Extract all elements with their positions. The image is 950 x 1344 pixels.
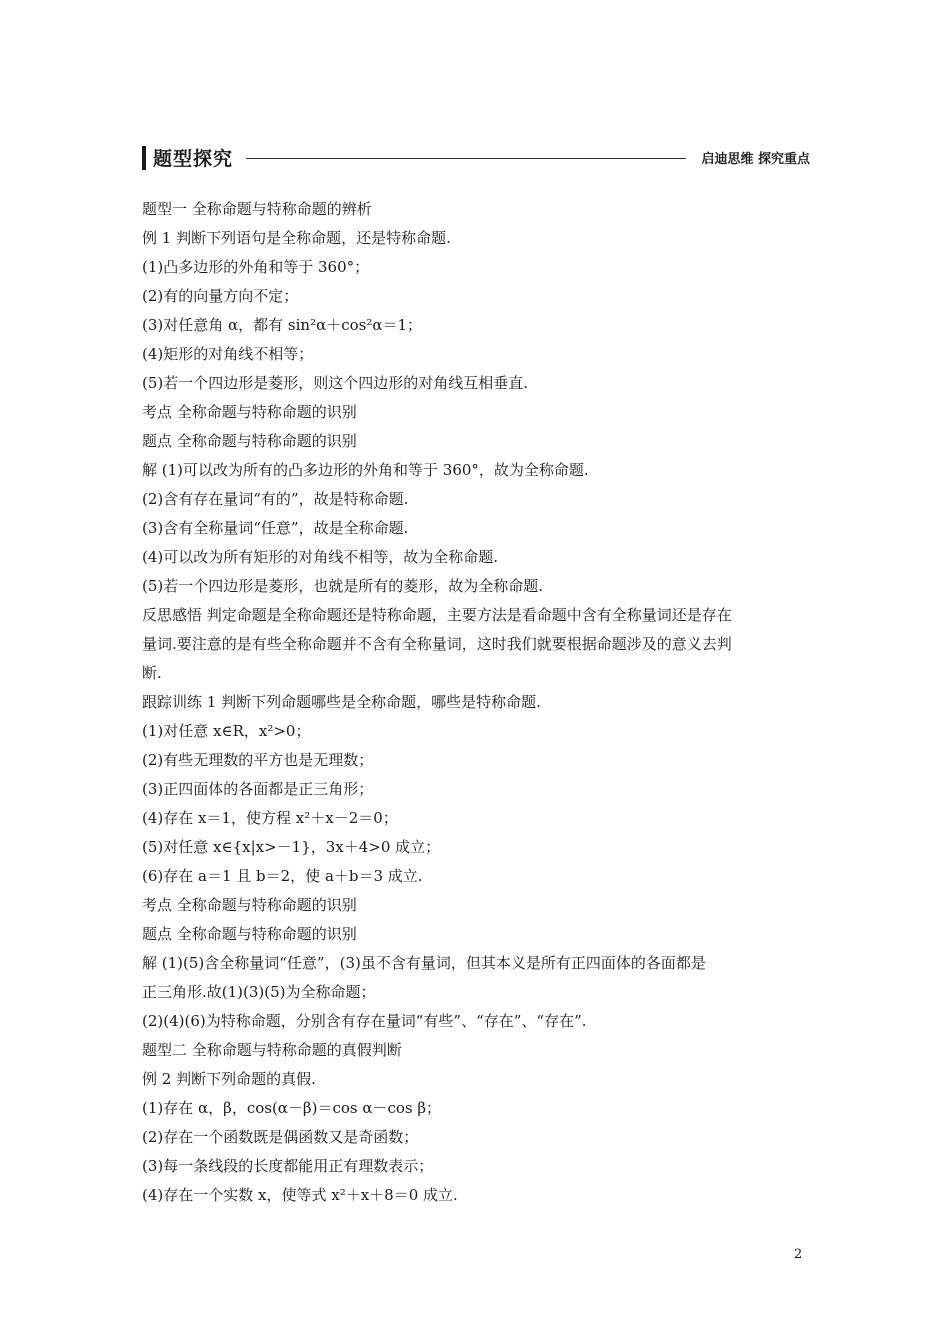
text-line: 考点 全称命题与特称命题的识别 [142, 403, 357, 421]
text-line: (3)正四面体的各面都是正三角形； [142, 780, 374, 798]
document-body [142, 195, 810, 1210]
text-line: (2)存在一个函数既是偶函数又是奇函数； [142, 1128, 419, 1146]
section-title: 题型探究 [153, 148, 234, 170]
text-line: (6)存在 a＝1 且 b＝2，使 a＋b＝3 成立. [142, 867, 423, 885]
text-line: (2)有的向量方向不定； [142, 287, 299, 305]
text-line: 正三角形.故(1)(3)(5)为全称命题； [142, 983, 376, 1001]
text-line: 题型二 全称命题与特称命题的真假判断 [142, 1041, 402, 1059]
text-line: 跟踪训练 1 判断下列命题哪些是全称命题，哪些是特称命题. [142, 693, 541, 711]
text-line: 量词.要注意的是有些全称命题并不含有全称量词，这时我们就要根据命题涉及的意义去判 [142, 635, 732, 653]
text-line: 题点 全称命题与特称命题的识别 [142, 925, 357, 943]
header-bar [142, 146, 146, 170]
text-line: 断. [142, 664, 162, 682]
text-line: (1)凸多边形的外角和等于 360°； [142, 258, 370, 276]
header-rule [246, 158, 686, 159]
text-line: 题点 全称命题与特称命题的识别 [142, 432, 357, 450]
text-line: (3)对任意角 α，都有 sin²α＋cos²α＝1； [142, 316, 423, 334]
page-number: 2 [794, 1247, 803, 1262]
text-line: (2)(4)(6)为特称命题，分别含有存在量词“有些”、“存在”、“存在”. [142, 1012, 587, 1030]
header-right-text: 启迪思维 探究重点 [701, 152, 810, 167]
text-line: (3)每一条线段的长度都能用正有理数表示； [142, 1157, 434, 1175]
text-line: (2)含有存在量词“有的”，故是特称命题. [142, 490, 409, 508]
text-line: 例 1 判断下列语句是全称命题，还是特称命题. [142, 229, 451, 247]
text-line: (3)含有全称量词“任意”，故是全称命题. [142, 519, 409, 537]
text-line: 题型一 全称命题与特称命题的辨析 [142, 200, 372, 218]
text-line: (4)存在 x＝1，使方程 x²＋x－2＝0； [142, 809, 398, 827]
text-line: (5)若一个四边形是菱形，也就是所有的菱形，故为全称命题. [142, 577, 544, 595]
text-line: (5)若一个四边形是菱形，则这个四边形的对角线互相垂直. [142, 374, 529, 392]
text-line: (1)对任意 x∈R，x²>0； [142, 722, 311, 740]
text-line: (4)存在一个实数 x，使等式 x²＋x＋8＝0 成立. [142, 1186, 458, 1204]
text-line: 反思感悟 判定命题是全称命题还是特称命题，主要方法是看命题中含有全称量词还是存在 [142, 606, 732, 624]
text-line: (5)对任意 x∈{x|x>－1}，3x＋4>0 成立； [142, 838, 441, 856]
text-line: 解 (1)(5)含全称量词“任意”，(3)虽不含有量词，但其本义是所有正四面体的各面都是 [142, 954, 706, 972]
text-line: 例 2 判断下列命题的真假. [142, 1070, 316, 1088]
text-line: (2)有些无理数的平方也是无理数； [142, 751, 374, 769]
text-line: 解 (1)可以改为所有的凸多边形的外角和等于 360°，故为全称命题. [142, 461, 589, 479]
text-line: (4)矩形的对角线不相等； [142, 345, 314, 363]
section-header [142, 143, 810, 173]
text-line: (4)可以改为所有矩形的对角线不相等，故为全称命题. [142, 548, 499, 566]
text-line: (1)存在 α，β，cos(α－β)＝cos α－cos β； [142, 1099, 442, 1117]
text-line: 考点 全称命题与特称命题的识别 [142, 896, 357, 914]
